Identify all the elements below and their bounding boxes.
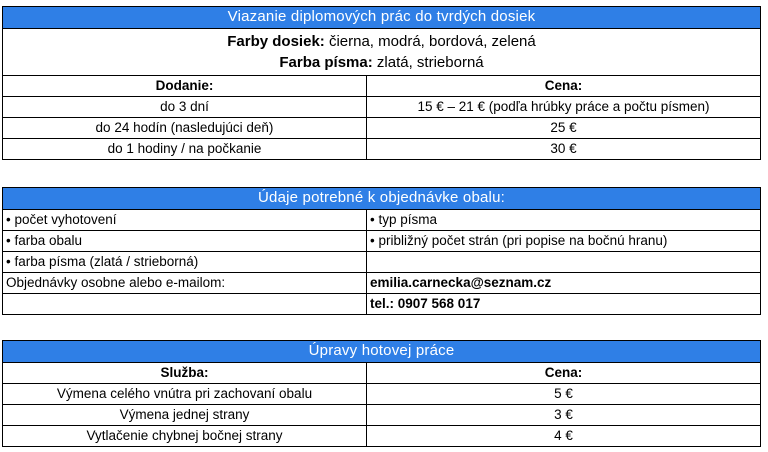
order-info-right-cell: • približný počet strán (pri popise na bočnú hranu) [370, 233, 668, 248]
price-cell: 3 € [554, 407, 573, 422]
email-link[interactable]: emilia.carnecka@seznam.cz [370, 275, 552, 290]
price-cell: 5 € [554, 386, 573, 401]
service-cell: Výmena jednej strany [3, 405, 367, 425]
delivery-cell: do 3 dní [3, 97, 367, 117]
table-row [3, 294, 760, 314]
binding-info [3, 29, 760, 76]
table-row [3, 426, 760, 446]
order-info-right-cell: • typ písma [370, 212, 437, 227]
binding-table [2, 6, 761, 160]
table-row [3, 118, 760, 139]
phone-number: tel.: 0907 568 017 [370, 296, 481, 311]
delivery-column-header: Dodanie: [3, 76, 367, 96]
binding-column-headers [3, 76, 760, 97]
table-row [3, 231, 760, 252]
price-cell: 30 € [550, 141, 577, 156]
table-row [3, 273, 760, 294]
cover-colors-value: čierna, modrá, bordová, zelená [324, 33, 536, 50]
order-info-left-cell: • farba obalu [3, 231, 367, 251]
price-cell: 15 € – 21 € (podľa hrúbky práce a počtu písmen) [417, 99, 710, 114]
order-method-label: Objednávky osobne alebo e-mailom: [3, 273, 367, 293]
repairs-table [2, 340, 761, 447]
repairs-header: Úpravy hotovej práce [3, 341, 760, 363]
table-row [3, 252, 760, 273]
font-color-label: Farba písma: [279, 54, 373, 71]
repairs-column-headers [3, 363, 760, 384]
order-info-header: Údaje potrebné k objednávke obalu: [3, 188, 760, 210]
table-row [3, 210, 760, 231]
order-info-table [2, 187, 761, 315]
font-color-line [3, 52, 760, 73]
table-row [3, 384, 760, 405]
cover-colors-line [3, 31, 760, 52]
order-info-left-cell: • počet vyhotovení [3, 210, 367, 230]
order-info-left-cell: • farba písma (zlatá / strieborná) [3, 252, 367, 272]
price-cell: 4 € [554, 428, 573, 443]
binding-table-header: Viazanie diplomových prác do tvrdých dosiek [3, 7, 760, 29]
delivery-cell: do 1 hodiny / na počkanie [3, 139, 367, 159]
font-color-value: zlatá, strieborná [372, 54, 484, 71]
cover-colors-label: Farby dosiek: [227, 33, 325, 50]
price-column-header: Cena: [544, 365, 583, 380]
table-row [3, 139, 760, 159]
order-info-right-cell [367, 252, 760, 272]
service-column-header: Služba: [3, 363, 367, 383]
order-info-left-cell [3, 294, 367, 314]
price-column-header: Cena: [544, 78, 583, 93]
delivery-cell: do 24 hodín (nasledujúci deň) [3, 118, 367, 138]
table-row [3, 405, 760, 426]
price-cell: 25 € [550, 120, 577, 135]
table-row [3, 97, 760, 118]
service-cell: Vytlačenie chybnej bočnej strany [3, 426, 367, 446]
service-cell: Výmena celého vnútra pri zachovaní obalu [3, 384, 367, 404]
